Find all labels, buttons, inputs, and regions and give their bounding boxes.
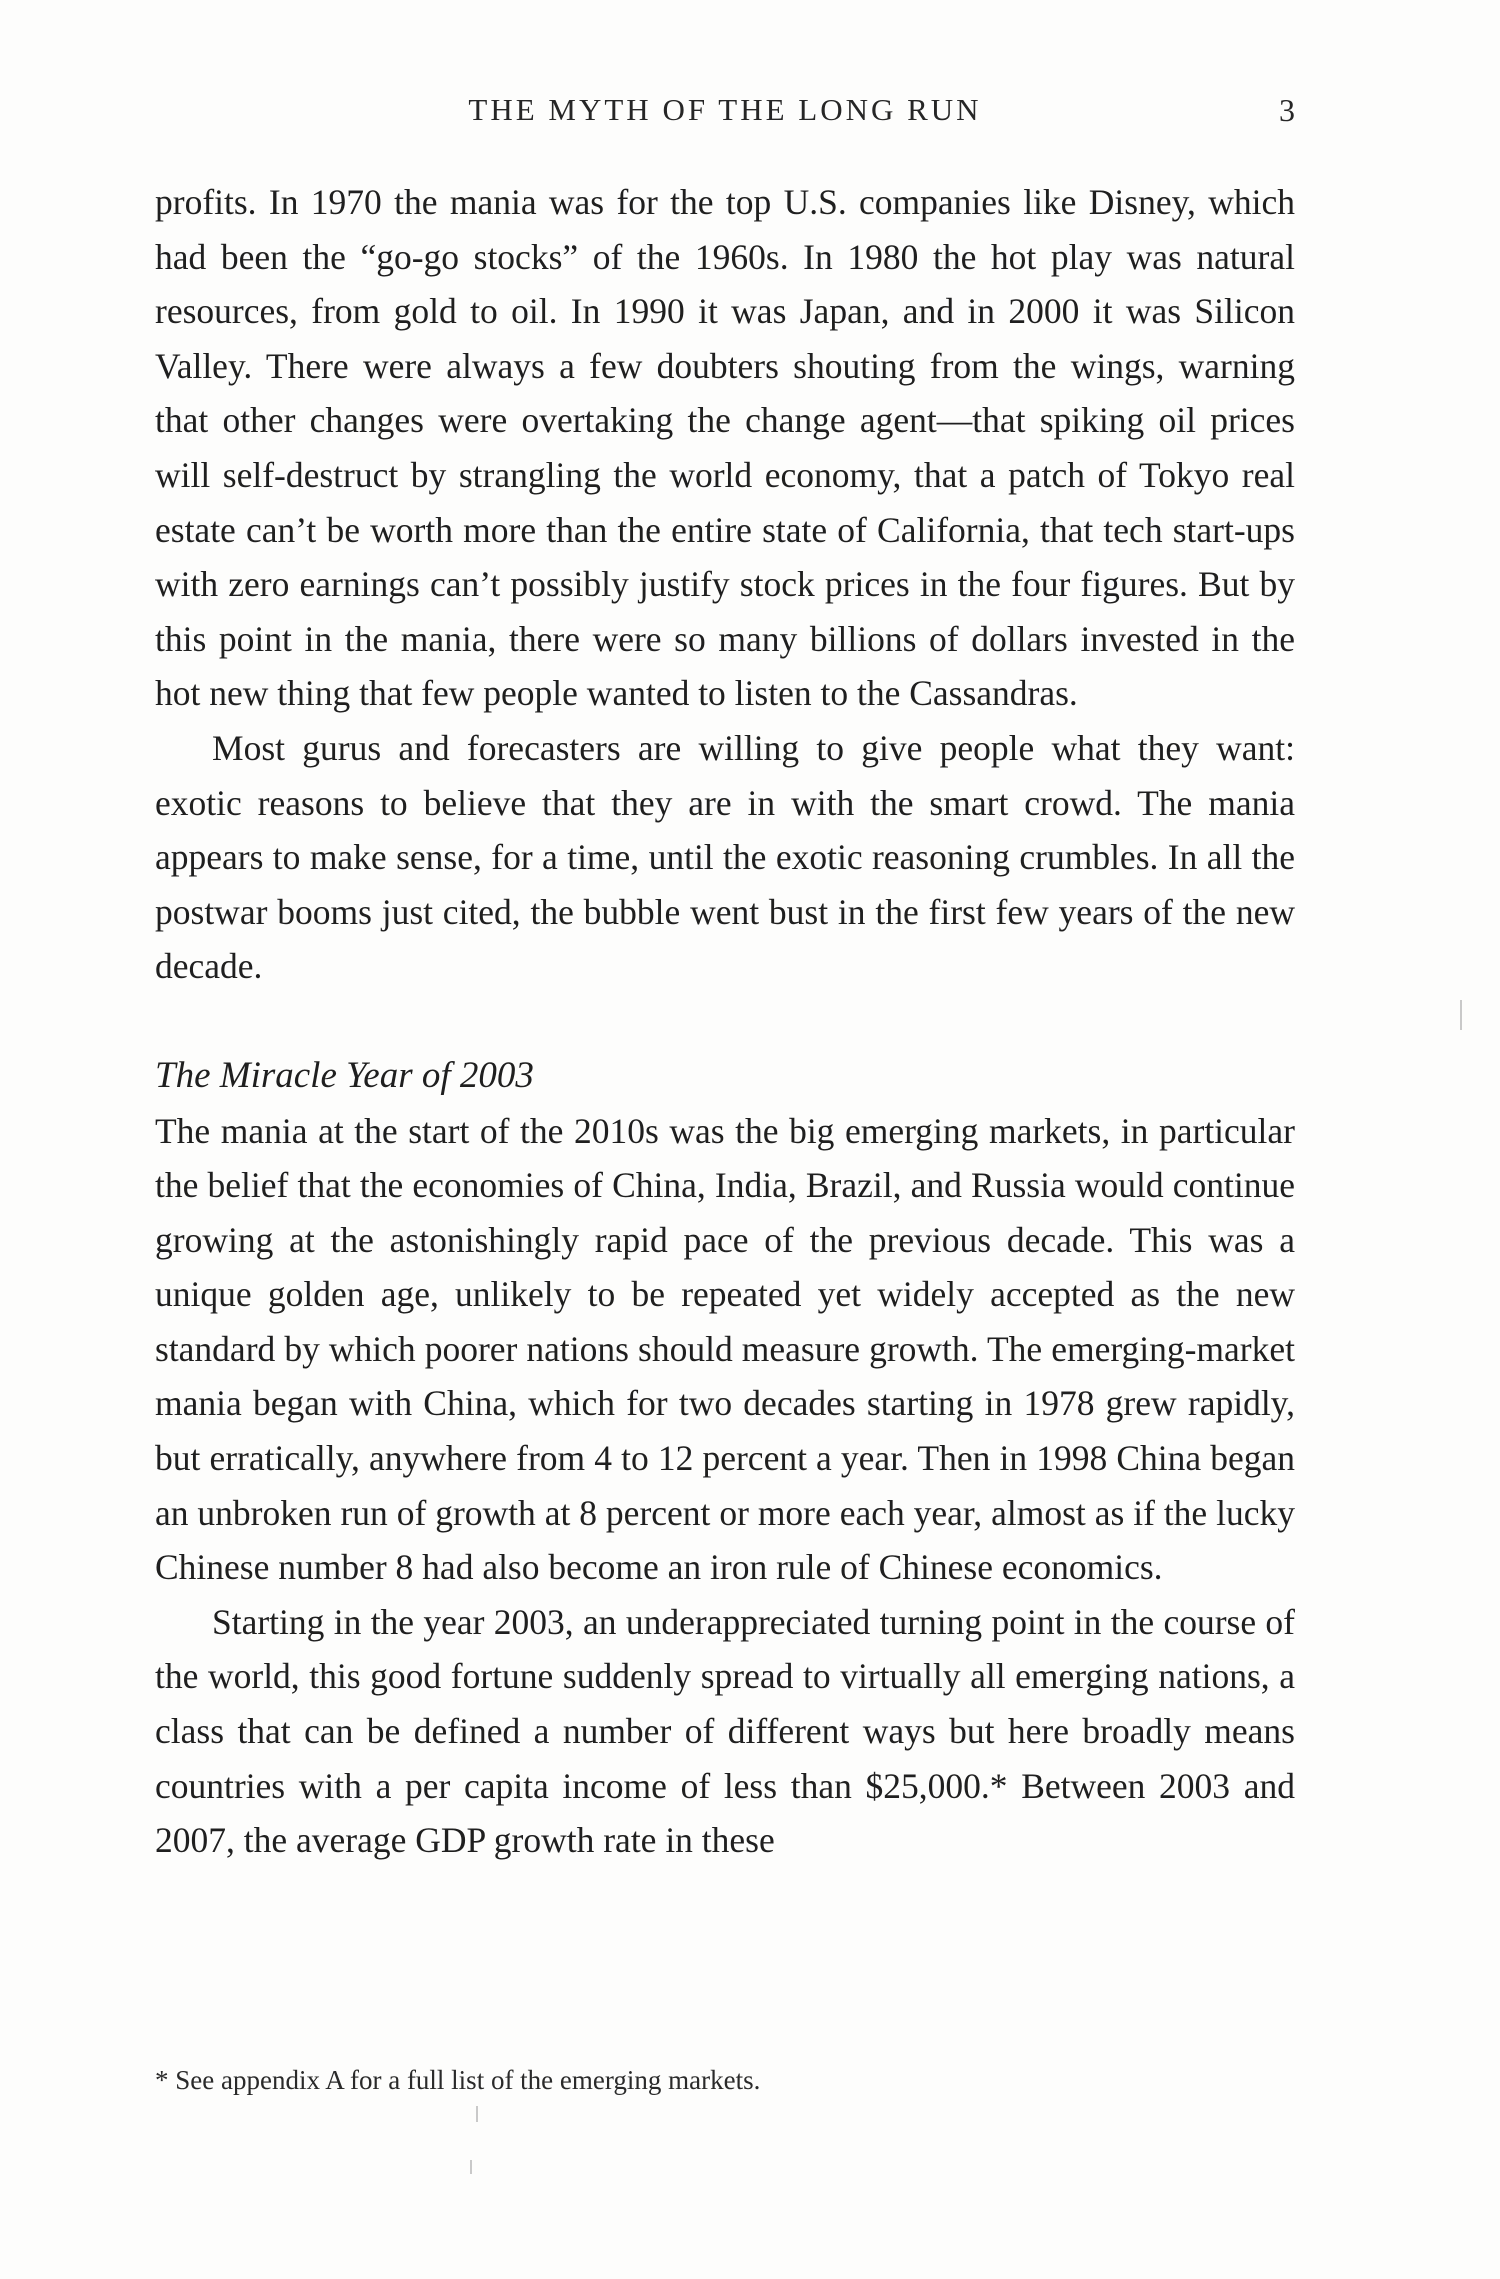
running-head: [155, 92, 1295, 140]
paragraph-4: Starting in the year 2003, an underappreciated turning point in the course of the world, this good fortune suddenly spread to virtually all emerging nations, a class that can be defined a number of different ways but here broadly means countries with a per capita income of less than $25,000.* Between 2003 and 2007, the average GDP growth rate in these: [155, 1601, 1295, 1861]
page-number: 3: [1279, 92, 1295, 128]
footnote: * See appendix A for a full list of the emerging markets.: [155, 2065, 761, 2095]
scan-speck: [470, 2160, 472, 2174]
paragraph-3: The mania at the start of the 2010s was the big emerging markets, in particular the belief that the economies of China, India, Brazil, and Russia would continue growing at the astonishingly rapid pace of the previous decade. This was a unique golden age, unlikely to be repeated yet widely accepted as the new standard by which poorer nations should measure growth. The emerging-market mania began with China, which for two decades starting in 1978 grew rapidly, but erratically, anywhere from 4 to 12 percent a year. Then in 1998 China began an unbroken run of growth at 8 percent or more each year, almost as if the lucky Chinese number 8 had also become an iron rule of Chinese economics.: [155, 1110, 1295, 1588]
running-title: THE MYTH OF THE LONG RUN: [468, 92, 982, 127]
body-text: [155, 175, 1295, 1868]
paragraph-1: profits. In 1970 the mania was for the top U.S. companies like Disney, which had been the “go-go stocks” of the 1960s. In 1980 the hot play was natural resources, from gold to oil. In 1990 it was Japan, and in 2000 it was Silicon Valley. There were always a few doubters shouting from the wings, warning that other changes were overtaking the change agent—that spiking oil prices will self-destruct by strangling the world economy, that a patch of Tokyo real estate can’t be worth more than the entire state of California, that tech start-ups with zero earnings can’t possibly justify stock prices in the four figures. But by this point in the mania, there were so many billions of dollars invested in the hot new thing that few people wanted to listen to the Cassandras.: [155, 182, 1295, 714]
scan-speck: [476, 2106, 478, 2122]
section-heading: The Miracle Year of 2003: [155, 1054, 534, 1096]
paragraph-2: Most gurus and forecasters are willing to give people what they want: exotic reasons to believe that they are in with the smart crowd. The mania appears to make sense, for a time, until the exotic reasoning crumbles. In all the postwar booms just cited, the bubble went bust in the first few years of the new decade.: [155, 727, 1295, 987]
scan-speck: [1460, 1000, 1462, 1030]
